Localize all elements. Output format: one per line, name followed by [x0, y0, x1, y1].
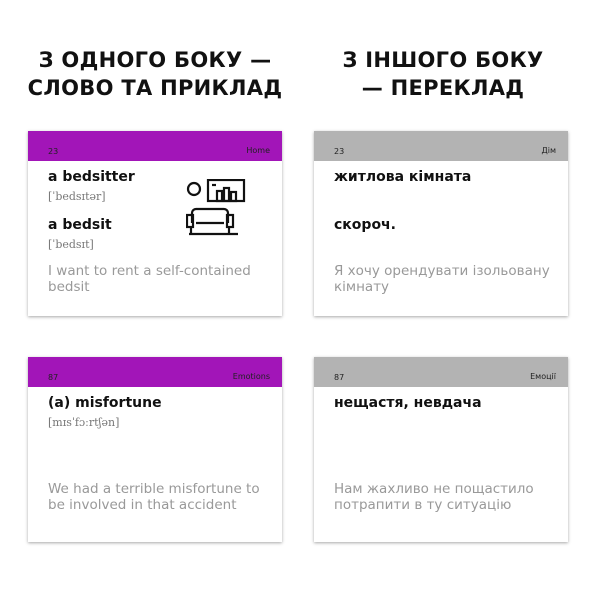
- card-front-bedsitter: [28, 131, 282, 316]
- translation: житлова кімната: [334, 169, 472, 185]
- pronunciation: [ˈbedsɪtər]: [48, 190, 106, 203]
- card-back-misfortune: [314, 357, 568, 542]
- pronunciation: [mɪsˈfɔːrtʃən]: [48, 416, 120, 429]
- card-number: 87: [334, 373, 345, 382]
- example: We had a terrible misfortune to be involved in that accident: [48, 481, 260, 513]
- card-number: 23: [334, 147, 345, 156]
- card-number: 87: [48, 373, 59, 382]
- card-header: [314, 131, 568, 161]
- card-category: Home: [246, 146, 270, 155]
- term: a bedsitter: [48, 169, 135, 185]
- example: I want to rent a self-contained bedsit: [48, 263, 251, 295]
- card-category: Emotions: [232, 372, 270, 381]
- card-front-misfortune: [28, 357, 282, 542]
- translation: нещастя, невдача: [334, 395, 482, 411]
- term: (a) misfortune: [48, 395, 162, 411]
- card-number: 23: [48, 147, 59, 156]
- card-header: [28, 357, 282, 387]
- example-translation: Нам жахливо не пощастило потрапити в ту ситуацію: [334, 481, 534, 513]
- card-header: [28, 131, 282, 161]
- heading-front: З ОДНОГО БОКУ — СЛОВО ТА ПРИКЛАД: [27, 48, 283, 100]
- heading-back: З ІНШОГО БОКУ — ПЕРЕКЛАД: [342, 48, 544, 100]
- example-translation: Я хочу орендувати ізольовану кімнату: [334, 263, 550, 295]
- translation: скороч.: [334, 217, 396, 233]
- pronunciation: [ˈbedsɪt]: [48, 238, 94, 251]
- card-category: Емоції: [530, 372, 556, 381]
- card-back-bedsitter: [314, 131, 568, 316]
- card-header: [314, 357, 568, 387]
- card-category: Дім: [541, 146, 556, 155]
- armchair-room-icon: [186, 179, 252, 245]
- term: a bedsit: [48, 217, 112, 233]
